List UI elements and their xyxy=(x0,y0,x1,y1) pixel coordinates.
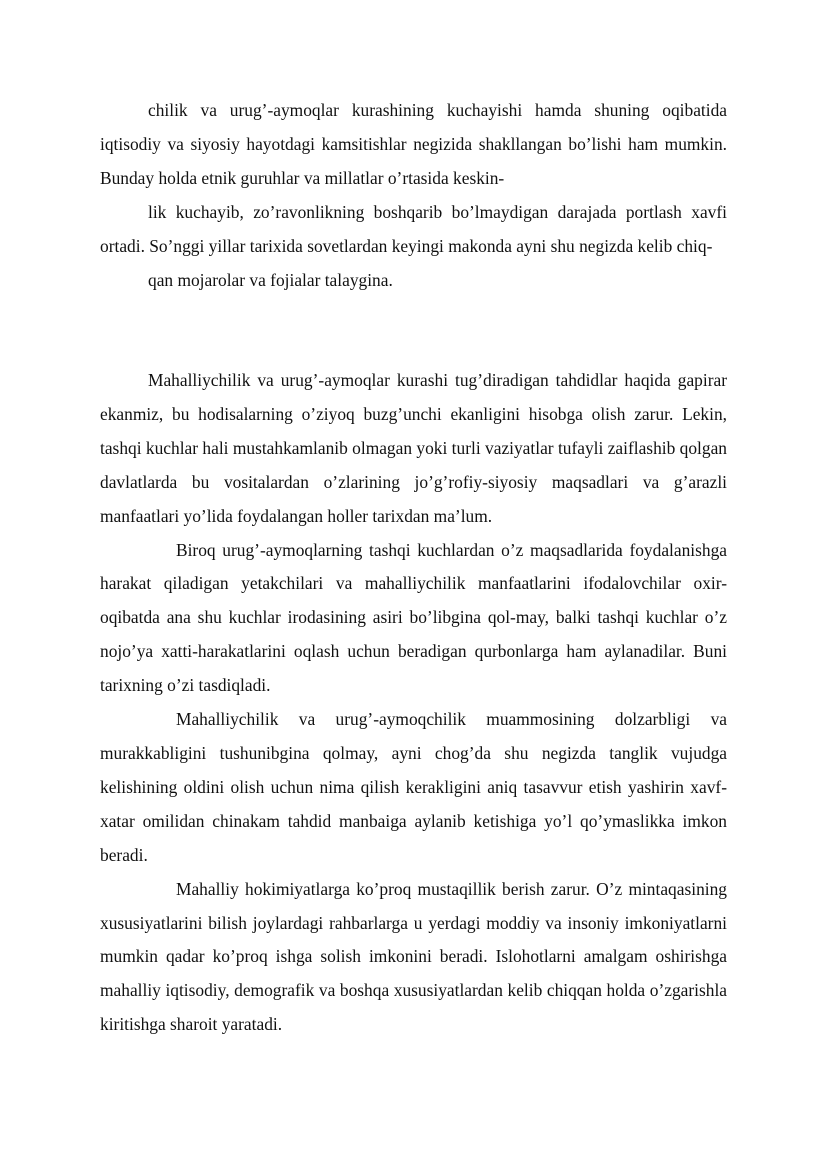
paragraph: Mahalliy hokimiyatlarga ko’proq mustaqillik berish zarur. O’z mintaqasining xususiyatlarini bilish joylardagi rahbarlarga u yerdagi moddiy va insoniy imkoniyatlarni mumkin qadar ko’proq ishga solish imkonini beradi. Islohotlarni amalgam oshirishga mahalliy iqtisodiy, demografik va boshqa xususiyatlardan kelib chiqqan holda o’zgarishla kiritishga sharoit yaratadi. xyxy=(100,878,727,1035)
paragraph: lik kuchayib, zo’ravonlikning boshqarib bo’lmaydigan darajada portlash xavfi ortadi. So’nggi yillar tarixida sovetlardan keyingi makonda ayni shu negizda kelib chiq- xyxy=(100,201,727,256)
paragraph: Mahalliychilik va urug’-aymoqchilik muammosining dolzarbligi va murakkabligini tushunibgina qolmay, ayni chog’da shu negizda tanglik vujudga kelishining oldini olish uchun nima qilish kerakligini aniq tasavvur etish yashirin xavf-xatar omilidan chinakam tahdid manbaiga aylanib ketishiga yo’l qo’ymaslikka imkon beradi. xyxy=(100,709,727,865)
text-section-main xyxy=(100,364,727,1042)
text-section-top xyxy=(100,94,727,297)
paragraph: chilik va urug’-aymoqlar kurashining kuchayishi hamda shuning oqibatida iqtisodiy va siyosiy hayotdagi kamsitishlar negizida shakllangan bo’lishi ham mumkin. Bunday holda etnik guruhlar va millatlar o’rtasida keskin- xyxy=(100,100,727,188)
paragraph: Mahalliychilik va urug’-aymoqlar kurashi tug’diradigan tahdidlar haqida gapirar ekanmiz, bu hodisalarning o’ziyoq buzg’unchi ekanligini hisobga olish zarur. Lekin, tashqi kuchlar hali mustahkamlanib olmagan yoki turli vaziyatlar tufayli zaiflashib qolgan davlatlarda bu vositalardan o’zlarining jo’g’rofiy-siyosiy maqsadlari va g’arazli manfaatlari yo’lida foydalangan holler tarixdan ma’lum. xyxy=(100,370,727,526)
paragraph: Biroq urug’-aymoqlarning tashqi kuchlardan o’z maqsadlarida foydalanishga harakat qiladigan yetakchilari va mahalliychilik manfaatlarini ifodalovchilar oxir-oqibatda ana shu kuchlar irodasining asiri bo’libgina qol-may, balki tashqi kuchlar o’z nojo’ya xatti-harakatlarini oqlash uchun beradigan qurbonlarga ham aylanadilar. Buni tarixning o’zi tasdiqladi. xyxy=(100,539,727,696)
paragraph: qan mojarolar va fojialar talaygina. xyxy=(148,269,393,290)
